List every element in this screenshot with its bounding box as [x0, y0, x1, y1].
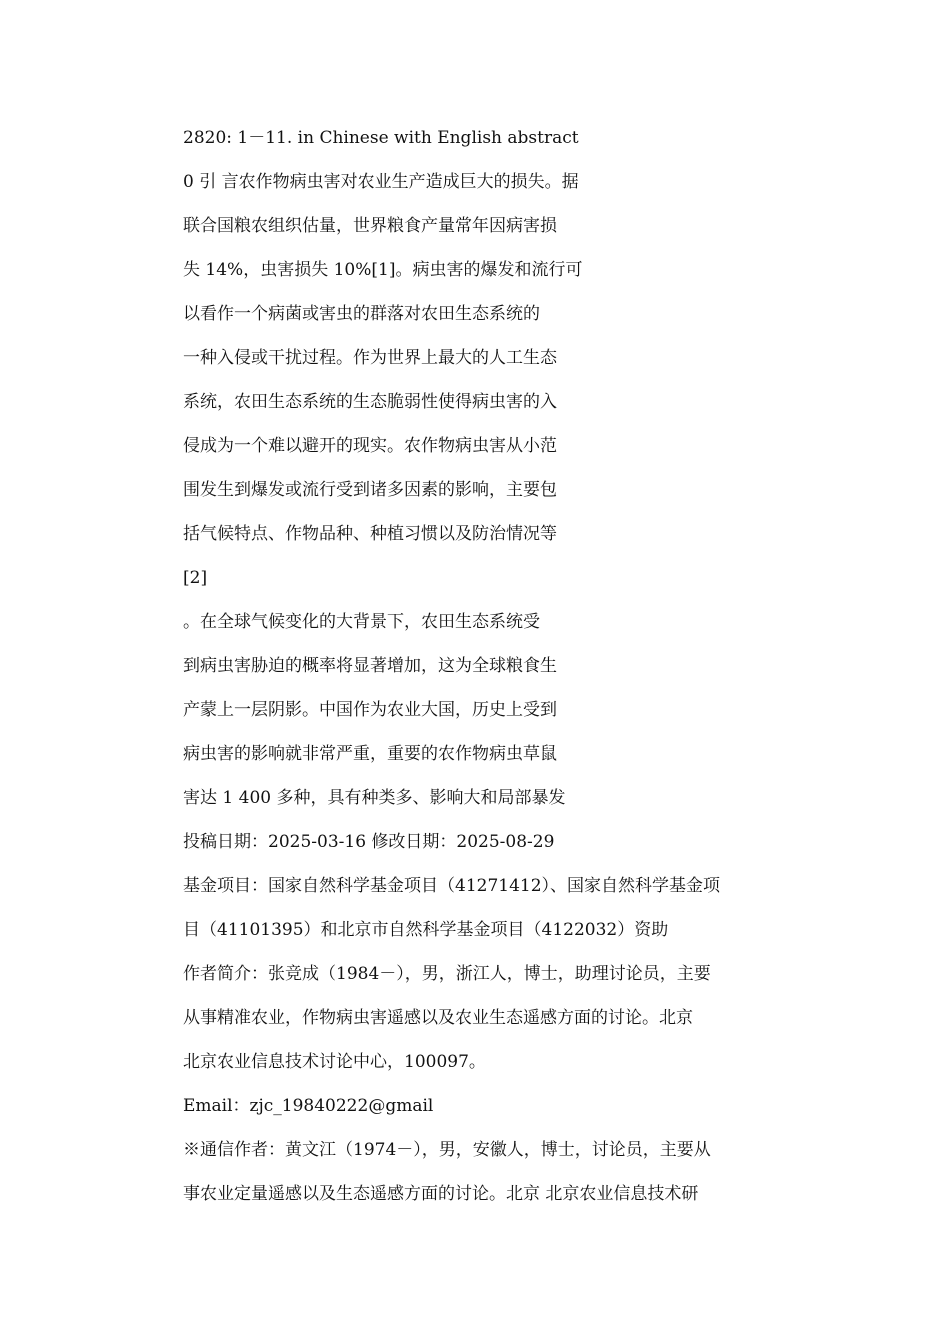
- body-line: 一种入侵或干扰过程。作为世界上最大的人工生态: [183, 348, 557, 368]
- citation-marker: [2]: [183, 568, 208, 588]
- body-line: 侵成为一个难以避开的现实。农作物病虫害从小范: [183, 436, 557, 456]
- author-bio-line: 从事精准农业，作物病虫害遥感以及农业生态遥感方面的讨论。北京: [183, 1008, 693, 1028]
- body-line: 围发生到爆发或流行受到诸多因素的影响，主要包: [183, 480, 557, 500]
- corresponding-author-line: 事农业定量遥感以及生态遥感方面的讨论。北京 北京农业信息技术研: [183, 1184, 699, 1204]
- body-line: 以看作一个病菌或害虫的群落对农田生态系统的: [183, 304, 540, 324]
- body-line: 害达 1 400 多种，具有种类多、影响大和局部暴发: [183, 788, 566, 808]
- funding-line: 基金项目：国家自然科学基金项目（41271412）、国家自然科学基金项: [183, 876, 721, 896]
- body-line: 括气候特点、作物品种、种植习惯以及防治情况等: [183, 524, 557, 544]
- body-line: 到病虫害胁迫的概率将显著增加，这为全球粮食生: [183, 656, 557, 676]
- author-bio-line: 作者简介：张竞成（1984－），男，浙江人，博士，助理讨论员，主要: [183, 964, 711, 984]
- body-line: 失 14%，虫害损失 10%[1]。病虫害的爆发和流行可: [183, 260, 583, 280]
- body-line: 。在全球气候变化的大背景下，农田生态系统受: [183, 612, 540, 632]
- body-line: 联合国粮农组织估量，世界粮食产量常年因病害损: [183, 216, 557, 236]
- body-line: 系统，农田生态系统的生态脆弱性使得病虫害的入: [183, 392, 557, 412]
- author-email: Email：zjc_19840222@gmail: [183, 1096, 434, 1116]
- submission-dates: 投稿日期：2025-03-16 修改日期：2025-08-29: [183, 832, 555, 852]
- author-bio-line: 北京农业信息技术讨论中心，100097。: [183, 1052, 486, 1072]
- body-line: 2820: 1－11. in Chinese with English abstract: [183, 128, 579, 148]
- body-line: 产蒙上一层阴影。中国作为农业大国，历史上受到: [183, 700, 557, 720]
- funding-line: 目（41101395）和北京市自然科学基金项目（4122032）资助: [183, 920, 669, 940]
- body-line: 病虫害的影响就非常严重，重要的农作物病虫草鼠: [183, 744, 557, 764]
- corresponding-author-line: ※通信作者：黄文江（1974－），男，安徽人，博士，讨论员，主要从: [183, 1140, 711, 1160]
- body-line: 0 引 言农作物病虫害对农业生产造成巨大的损失。据: [183, 172, 579, 192]
